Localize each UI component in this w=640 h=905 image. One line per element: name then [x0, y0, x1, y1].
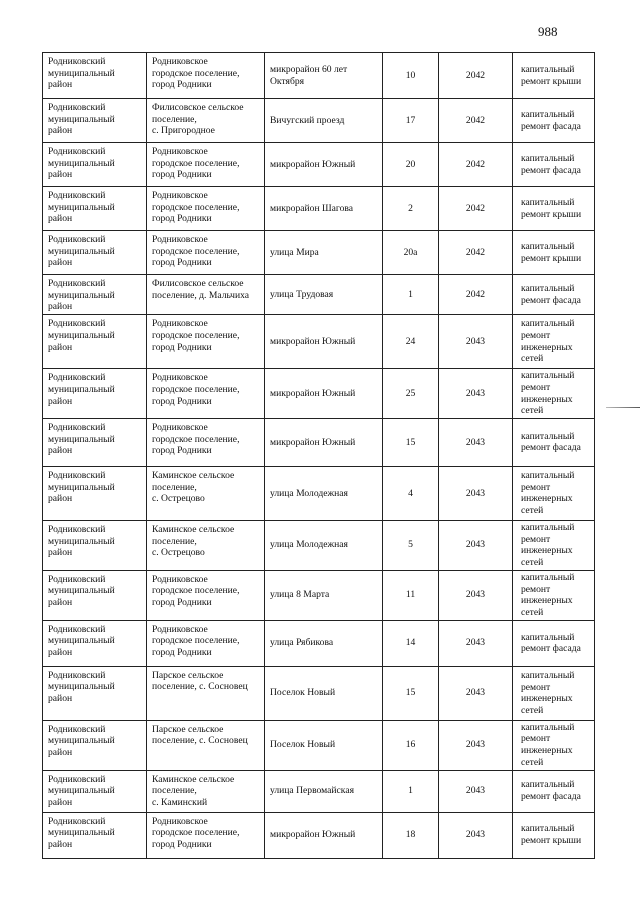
year-cell: 2042 — [439, 231, 513, 275]
street-cell — [265, 53, 383, 99]
settlement-cell — [147, 466, 265, 520]
work-type-cell — [513, 143, 595, 187]
work-type-line: сетей — [521, 557, 544, 569]
work-type-line: капитальный — [521, 779, 575, 791]
settlement-line: город Родники — [152, 647, 212, 659]
settlement-line: городское поселение, — [152, 433, 240, 445]
work-type-cell — [513, 812, 595, 858]
work-type-cell — [513, 99, 595, 143]
district-line: район — [48, 647, 73, 659]
district-line: район — [48, 693, 73, 705]
settlement-line: городское поселение, — [152, 201, 240, 213]
settlement-line: город Родники — [152, 395, 212, 407]
table-row — [43, 369, 595, 419]
street-cell — [265, 418, 383, 466]
work-type-cell — [513, 315, 595, 369]
year-cell: 2043 — [439, 720, 513, 770]
settlement-cell — [147, 520, 265, 570]
district-line: Родниковский — [48, 234, 106, 245]
district-line: район — [48, 169, 73, 181]
table-row — [43, 315, 595, 369]
district-line: Родниковский — [48, 523, 106, 535]
work-type-line: ремонт фасада — [521, 442, 581, 454]
settlement-line: городское поселение, — [152, 635, 240, 647]
district-line: район — [48, 125, 73, 137]
work-type-cell — [513, 770, 595, 812]
work-type-line: ремонт фасада — [521, 164, 581, 176]
district-line: район — [48, 597, 73, 609]
work-type-line: сетей — [521, 505, 544, 517]
street-cell — [265, 99, 383, 143]
street-line: микрорайон Южный — [270, 158, 356, 170]
house-number-cell: 24 — [383, 315, 439, 369]
table-row — [43, 620, 595, 666]
settlement-cell — [147, 53, 265, 99]
page-number: 988 — [538, 24, 558, 39]
settlement-line: Парское сельское — [152, 669, 224, 681]
year-cell: 2043 — [439, 466, 513, 520]
district-cell — [43, 275, 147, 315]
district-line: Родниковский — [48, 146, 106, 157]
district-line: Родниковский — [48, 421, 106, 433]
settlement-cell — [147, 620, 265, 666]
work-type-line: ремонт фасада — [521, 294, 581, 306]
district-cell — [43, 520, 147, 570]
district-line: район — [48, 257, 73, 269]
work-type-line: сетей — [521, 606, 544, 618]
settlement-line: поселение, с. Сосновец — [152, 681, 248, 693]
work-type-line: ремонт фасада — [521, 120, 581, 132]
street-cell — [265, 520, 383, 570]
work-type-line: инженерных — [521, 745, 573, 757]
house-number-cell: 1 — [383, 770, 439, 812]
settlement-line: город Родники — [152, 213, 212, 225]
settlement-cell — [147, 187, 265, 231]
house-number-cell: 16 — [383, 720, 439, 770]
work-type-line: ремонт — [521, 481, 551, 493]
work-type-line: капитальный — [521, 318, 575, 330]
settlement-line: город Родники — [152, 597, 212, 609]
district-line: муниципальный — [48, 535, 115, 547]
district-line: муниципальный — [48, 481, 115, 493]
table-row — [43, 466, 595, 520]
work-type-line: ремонт фасада — [521, 791, 581, 803]
table-row — [43, 231, 595, 275]
work-type-line: ремонт крыши — [521, 208, 582, 220]
work-type-cell — [513, 418, 595, 466]
work-type-line: ремонт крыши — [521, 252, 582, 264]
district-cell — [43, 466, 147, 520]
district-line: район — [48, 79, 73, 91]
settlement-cell — [147, 143, 265, 187]
district-line: Родниковский — [48, 573, 106, 585]
table-row — [43, 275, 595, 315]
settlement-line: Родниковское — [152, 623, 208, 635]
street-line: Вичугский проезд — [270, 114, 345, 126]
work-type-line: ремонт крыши — [521, 75, 582, 87]
settlement-line: городское поселение, — [152, 383, 240, 395]
district-line: муниципальный — [48, 113, 115, 125]
year-cell: 2043 — [439, 418, 513, 466]
street-cell — [265, 143, 383, 187]
district-line: муниципальный — [48, 785, 115, 797]
district-line: муниципальный — [48, 201, 115, 213]
settlement-line: поселение, — [152, 535, 197, 547]
district-line: Родниковский — [48, 190, 106, 201]
year-cell: 2042 — [439, 53, 513, 99]
settlement-cell — [147, 418, 265, 466]
district-cell — [43, 720, 147, 770]
district-line: Родниковский — [48, 815, 106, 827]
district-cell — [43, 620, 147, 666]
work-type-line: ремонт — [521, 733, 551, 745]
table-row — [43, 520, 595, 570]
table-row — [43, 143, 595, 187]
street-cell — [265, 620, 383, 666]
settlement-line: городское поселение, — [152, 157, 240, 169]
district-line: Родниковский — [48, 773, 106, 785]
district-line: муниципальный — [48, 383, 115, 395]
settlement-line: Родниковское — [152, 56, 208, 67]
year-cell: 2043 — [439, 620, 513, 666]
work-type-cell — [513, 187, 595, 231]
table-row — [43, 570, 595, 620]
settlement-line: городское поселение, — [152, 827, 240, 839]
street-line: улица Молодежная — [270, 539, 348, 551]
house-number-cell: 1 — [383, 275, 439, 315]
district-line: район — [48, 838, 73, 850]
district-line: район — [48, 395, 73, 407]
year-cell: 2043 — [439, 812, 513, 858]
house-number-cell: 18 — [383, 812, 439, 858]
year-cell: 2043 — [439, 570, 513, 620]
settlement-cell — [147, 770, 265, 812]
work-type-line: капитальный — [521, 282, 575, 294]
district-line: район — [48, 547, 73, 559]
street-line: микрорайон Южный — [270, 436, 356, 448]
year-cell: 2043 — [439, 666, 513, 720]
district-line: муниципальный — [48, 433, 115, 445]
street-cell — [265, 570, 383, 620]
street-line: микрорайон Южный — [270, 387, 356, 399]
street-cell — [265, 369, 383, 419]
table-body — [43, 53, 595, 859]
work-type-line: ремонт — [521, 381, 551, 393]
year-cell: 2042 — [439, 275, 513, 315]
work-type-line: капитальный — [521, 669, 575, 681]
street-cell — [265, 770, 383, 812]
district-line: Родниковский — [48, 56, 106, 67]
district-line: муниципальный — [48, 245, 115, 257]
street-line: микрорайон 60 лет — [270, 63, 348, 75]
street-cell — [265, 720, 383, 770]
settlement-cell — [147, 369, 265, 419]
work-type-line: капитальный — [521, 521, 575, 533]
settlement-line: Родниковское — [152, 815, 208, 827]
house-number-cell: 2 — [383, 187, 439, 231]
table-row — [43, 418, 595, 466]
house-number-cell: 20а — [383, 231, 439, 275]
street-line: улица Молодежная — [270, 487, 348, 499]
table-row — [43, 99, 595, 143]
table-row — [43, 720, 595, 770]
street-line: микрорайон Шагова — [270, 202, 354, 214]
district-cell — [43, 666, 147, 720]
work-type-line: капитальный — [521, 108, 575, 120]
settlement-cell — [147, 720, 265, 770]
scan-margin-mark — [606, 407, 640, 408]
work-type-cell — [513, 275, 595, 315]
settlement-line: Филисовское сельское — [152, 102, 244, 113]
work-type-line: ремонт — [521, 329, 551, 341]
district-cell — [43, 770, 147, 812]
district-line: муниципальный — [48, 289, 115, 301]
district-line: муниципальный — [48, 681, 115, 693]
street-cell — [265, 812, 383, 858]
district-line: район — [48, 301, 73, 313]
work-type-line: ремонт — [521, 681, 551, 693]
settlement-cell — [147, 570, 265, 620]
district-line: район — [48, 213, 73, 225]
work-type-cell — [513, 720, 595, 770]
house-number-cell: 14 — [383, 620, 439, 666]
district-line: муниципальный — [48, 585, 115, 597]
settlement-line: Родниковское — [152, 234, 208, 245]
work-type-line: сетей — [521, 405, 544, 417]
settlement-line: поселение, — [152, 785, 197, 797]
district-cell — [43, 812, 147, 858]
work-type-cell — [513, 620, 595, 666]
settlement-line: Родниковское — [152, 190, 208, 201]
work-type-line: капитальный — [521, 63, 575, 75]
work-type-line: капитальный — [521, 631, 575, 643]
table-row — [43, 666, 595, 720]
year-cell: 2043 — [439, 369, 513, 419]
work-type-line: капитальный — [521, 470, 575, 482]
settlement-line: город Родники — [152, 341, 212, 353]
street-line: Поселок Новый — [270, 687, 336, 699]
district-line: муниципальный — [48, 157, 115, 169]
district-cell — [43, 143, 147, 187]
house-number-cell: 5 — [383, 520, 439, 570]
district-line: Родниковский — [48, 623, 106, 635]
work-type-cell — [513, 570, 595, 620]
settlement-line: город Родники — [152, 79, 212, 91]
year-cell: 2043 — [439, 770, 513, 812]
house-number-cell: 4 — [383, 466, 439, 520]
district-cell — [43, 99, 147, 143]
table-row — [43, 53, 595, 99]
street-line: микрорайон Южный — [270, 829, 356, 841]
settlement-cell — [147, 315, 265, 369]
street-line: улица Трудовая — [270, 288, 334, 300]
district-line: Родниковский — [48, 669, 106, 681]
street-cell — [265, 275, 383, 315]
work-type-cell — [513, 53, 595, 99]
street-line: Октября — [270, 75, 305, 87]
work-type-line: ремонт крыши — [521, 835, 582, 847]
street-cell — [265, 315, 383, 369]
settlement-line: с. Острецово — [152, 493, 205, 505]
house-number-cell: 15 — [383, 418, 439, 466]
street-cell — [265, 666, 383, 720]
street-line: улица Мира — [270, 246, 319, 258]
work-type-line: инженерных — [521, 341, 573, 353]
work-type-line: капитальный — [521, 430, 575, 442]
year-cell: 2042 — [439, 99, 513, 143]
work-type-cell — [513, 231, 595, 275]
table-row — [43, 770, 595, 812]
house-number-cell: 25 — [383, 369, 439, 419]
district-line: район — [48, 341, 73, 353]
year-cell: 2042 — [439, 187, 513, 231]
district-line: район — [48, 445, 73, 457]
settlement-line: Родниковское — [152, 146, 208, 157]
district-line: Родниковский — [48, 102, 106, 113]
work-type-line: инженерных — [521, 595, 573, 607]
work-type-line: капитальный — [521, 721, 575, 733]
settlement-line: город Родники — [152, 257, 212, 269]
work-type-line: сетей — [521, 353, 544, 365]
settlement-line: с. Пригородное — [152, 125, 215, 137]
house-number-cell: 15 — [383, 666, 439, 720]
settlement-line: город Родники — [152, 169, 212, 181]
work-type-line: капитальный — [521, 370, 575, 382]
street-cell — [265, 466, 383, 520]
district-line: муниципальный — [48, 735, 115, 747]
district-line: Родниковский — [48, 469, 106, 481]
district-cell — [43, 369, 147, 419]
work-type-line: сетей — [521, 704, 544, 716]
work-type-line: ремонт — [521, 583, 551, 595]
district-cell — [43, 315, 147, 369]
settlement-line: поселение, — [152, 481, 197, 493]
work-type-line: инженерных — [521, 545, 573, 557]
work-type-line: капитальный — [521, 823, 575, 835]
house-number-cell: 11 — [383, 570, 439, 620]
house-number-cell: 17 — [383, 99, 439, 143]
settlement-cell — [147, 666, 265, 720]
settlement-line: с. Каминский — [152, 796, 208, 808]
district-line: район — [48, 747, 73, 759]
settlement-line: Каминское сельское — [152, 469, 235, 481]
settlement-line: Родниковское — [152, 421, 208, 433]
district-line: район — [48, 796, 73, 808]
work-type-line: сетей — [521, 756, 544, 768]
district-line: Родниковский — [48, 278, 106, 289]
work-type-line: капитальный — [521, 152, 575, 164]
settlement-line: городское поселение, — [152, 67, 240, 79]
settlement-line: поселение, д. Мальчиха — [152, 289, 250, 301]
district-cell — [43, 187, 147, 231]
district-cell — [43, 570, 147, 620]
settlement-line: поселение, с. Сосновец — [152, 735, 248, 747]
work-type-line: ремонт фасада — [521, 643, 581, 655]
settlement-cell — [147, 275, 265, 315]
street-cell — [265, 231, 383, 275]
house-number-cell: 20 — [383, 143, 439, 187]
settlement-line: Родниковское — [152, 573, 208, 585]
year-cell: 2042 — [439, 143, 513, 187]
repair-schedule-table — [42, 52, 595, 859]
work-type-cell — [513, 520, 595, 570]
year-cell: 2043 — [439, 520, 513, 570]
work-type-line: ремонт — [521, 533, 551, 545]
work-type-line: инженерных — [521, 693, 573, 705]
settlement-line: город Родники — [152, 838, 212, 850]
district-line: муниципальный — [48, 67, 115, 79]
work-type-line: капитальный — [521, 571, 575, 583]
settlement-line: с. Острецово — [152, 547, 205, 559]
settlement-line: Каминское сельское — [152, 773, 235, 785]
settlement-line: Парское сельское — [152, 723, 224, 735]
district-line: Родниковский — [48, 723, 106, 735]
district-cell — [43, 53, 147, 99]
settlement-cell — [147, 99, 265, 143]
settlement-line: Родниковское — [152, 372, 208, 384]
district-line: район — [48, 493, 73, 505]
street-line: улица Первомайская — [270, 785, 354, 797]
settlement-line: город Родники — [152, 445, 212, 457]
table-row — [43, 812, 595, 858]
settlement-line: Филисовское сельское — [152, 278, 244, 289]
work-type-line: инженерных — [521, 493, 573, 505]
street-cell — [265, 187, 383, 231]
settlement-cell — [147, 812, 265, 858]
street-line: микрорайон Южный — [270, 335, 356, 347]
year-cell: 2043 — [439, 315, 513, 369]
settlement-line: городское поселение, — [152, 245, 240, 257]
settlement-line: поселение, — [152, 113, 197, 125]
settlement-line: городское поселение, — [152, 585, 240, 597]
settlement-line: городское поселение, — [152, 329, 240, 341]
settlement-line: Родниковское — [152, 318, 208, 330]
street-line: улица Рябикова — [270, 637, 334, 649]
settlement-line: Каминское сельское — [152, 523, 235, 535]
work-type-line: капитальный — [521, 240, 575, 252]
district-line: муниципальный — [48, 329, 115, 341]
district-cell — [43, 418, 147, 466]
street-line: улица 8 Марта — [270, 589, 330, 601]
district-line: муниципальный — [48, 827, 115, 839]
work-type-line: капитальный — [521, 196, 575, 208]
district-cell — [43, 231, 147, 275]
district-line: Родниковский — [48, 372, 106, 384]
work-type-cell — [513, 466, 595, 520]
table-row — [43, 187, 595, 231]
district-line: муниципальный — [48, 635, 115, 647]
work-type-line: инженерных — [521, 393, 573, 405]
settlement-cell — [147, 231, 265, 275]
work-type-cell — [513, 369, 595, 419]
street-line: Поселок Новый — [270, 739, 336, 751]
district-line: Родниковский — [48, 318, 106, 330]
house-number-cell: 10 — [383, 53, 439, 99]
work-type-cell — [513, 666, 595, 720]
